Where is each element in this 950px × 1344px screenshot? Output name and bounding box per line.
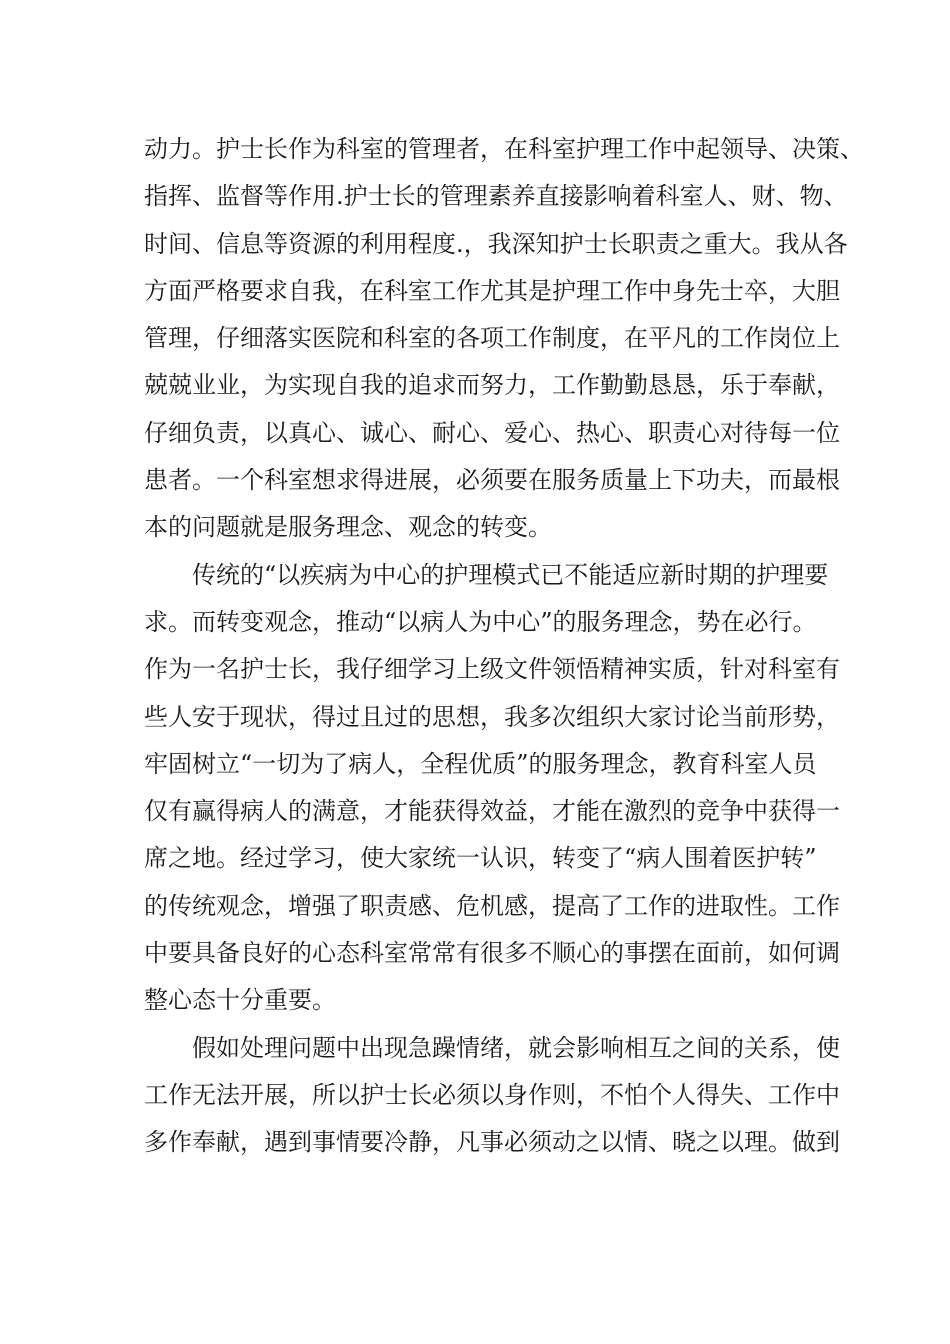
paragraph-first-line: 假如处理问题中出现急躁情绪，就会影响相互之间的关系，使 (192, 1033, 840, 1062)
text-line: 工作无法开展，所以护士长必须以身作则，不怕个人得失、工作中 (144, 1080, 840, 1109)
text-line: 指挥、监督等作用.护士长的管理素养直接影响着科室人、财、物、 (144, 182, 848, 211)
text-line: 牢固树立“一切为了病人，全程优质”的服务理念，教育科室人员 (144, 749, 817, 778)
text-line: 仔细负责，以真心、诚心、耐心、爱心、热心、职责心对待每一位 (144, 418, 840, 447)
text-line: 管理，仔细落实医院和科室的各项工作制度，在平凡的工作岗位上 (144, 324, 840, 353)
paragraph-first-line: 传统的“以疾病为中心的护理模式已不能适应新时期的护理要 (192, 560, 829, 589)
text-line: 的传统观念，增强了职责感、危机感，提高了工作的进取性。工作 (144, 891, 840, 920)
text-line: 席之地。经过学习，使大家统一认识，转变了“病人围着医护转” (144, 844, 817, 873)
text-line: 求。而转变观念，推动“以病人为中心”的服务理念，势在必行。 (144, 607, 817, 636)
text-line: 仅有赢得病人的满意，才能获得效益，才能在激烈的竞争中获得一 (144, 797, 840, 826)
text-line: 动力。护士长作为科室的管理者，在科室护理工作中起领导、决策、 (144, 135, 864, 163)
text-line: 些人安于现状，得过且过的思想，我多次组织大家讨论当前形势， (144, 702, 840, 731)
text-line: 中要具备良好的心态科室常常有很多不顺心的事摆在面前，如何调 (144, 939, 840, 968)
text-line: 作为一名护士长，我仔细学习上级文件领悟精神实质，针对科室有 (144, 655, 840, 684)
text-line: 方面严格要求自我，在科室工作尤其是护理工作中身先士卒，大胆 (144, 276, 840, 305)
text-line: 整心态十分重要。 (144, 986, 336, 1015)
body-text (144, 126, 864, 1167)
text-line: 患者。一个科室想求得进展，必须要在服务质量上下功夫，而最根 (144, 466, 840, 495)
text-line: 本的问题就是服务理念、观念的转变。 (144, 513, 552, 542)
text-line: 多作奉献，遇到事情要冷静，凡事必须动之以情、晓之以理。做到 (144, 1128, 840, 1157)
text-line: 兢兢业业，为实现自我的追求而努力，工作勤勤恳恳，乐于奉献， (144, 371, 840, 400)
text-line: 时间、信息等资源的利用程度.，我深知护士长职责之重大。我从各 (144, 229, 848, 258)
